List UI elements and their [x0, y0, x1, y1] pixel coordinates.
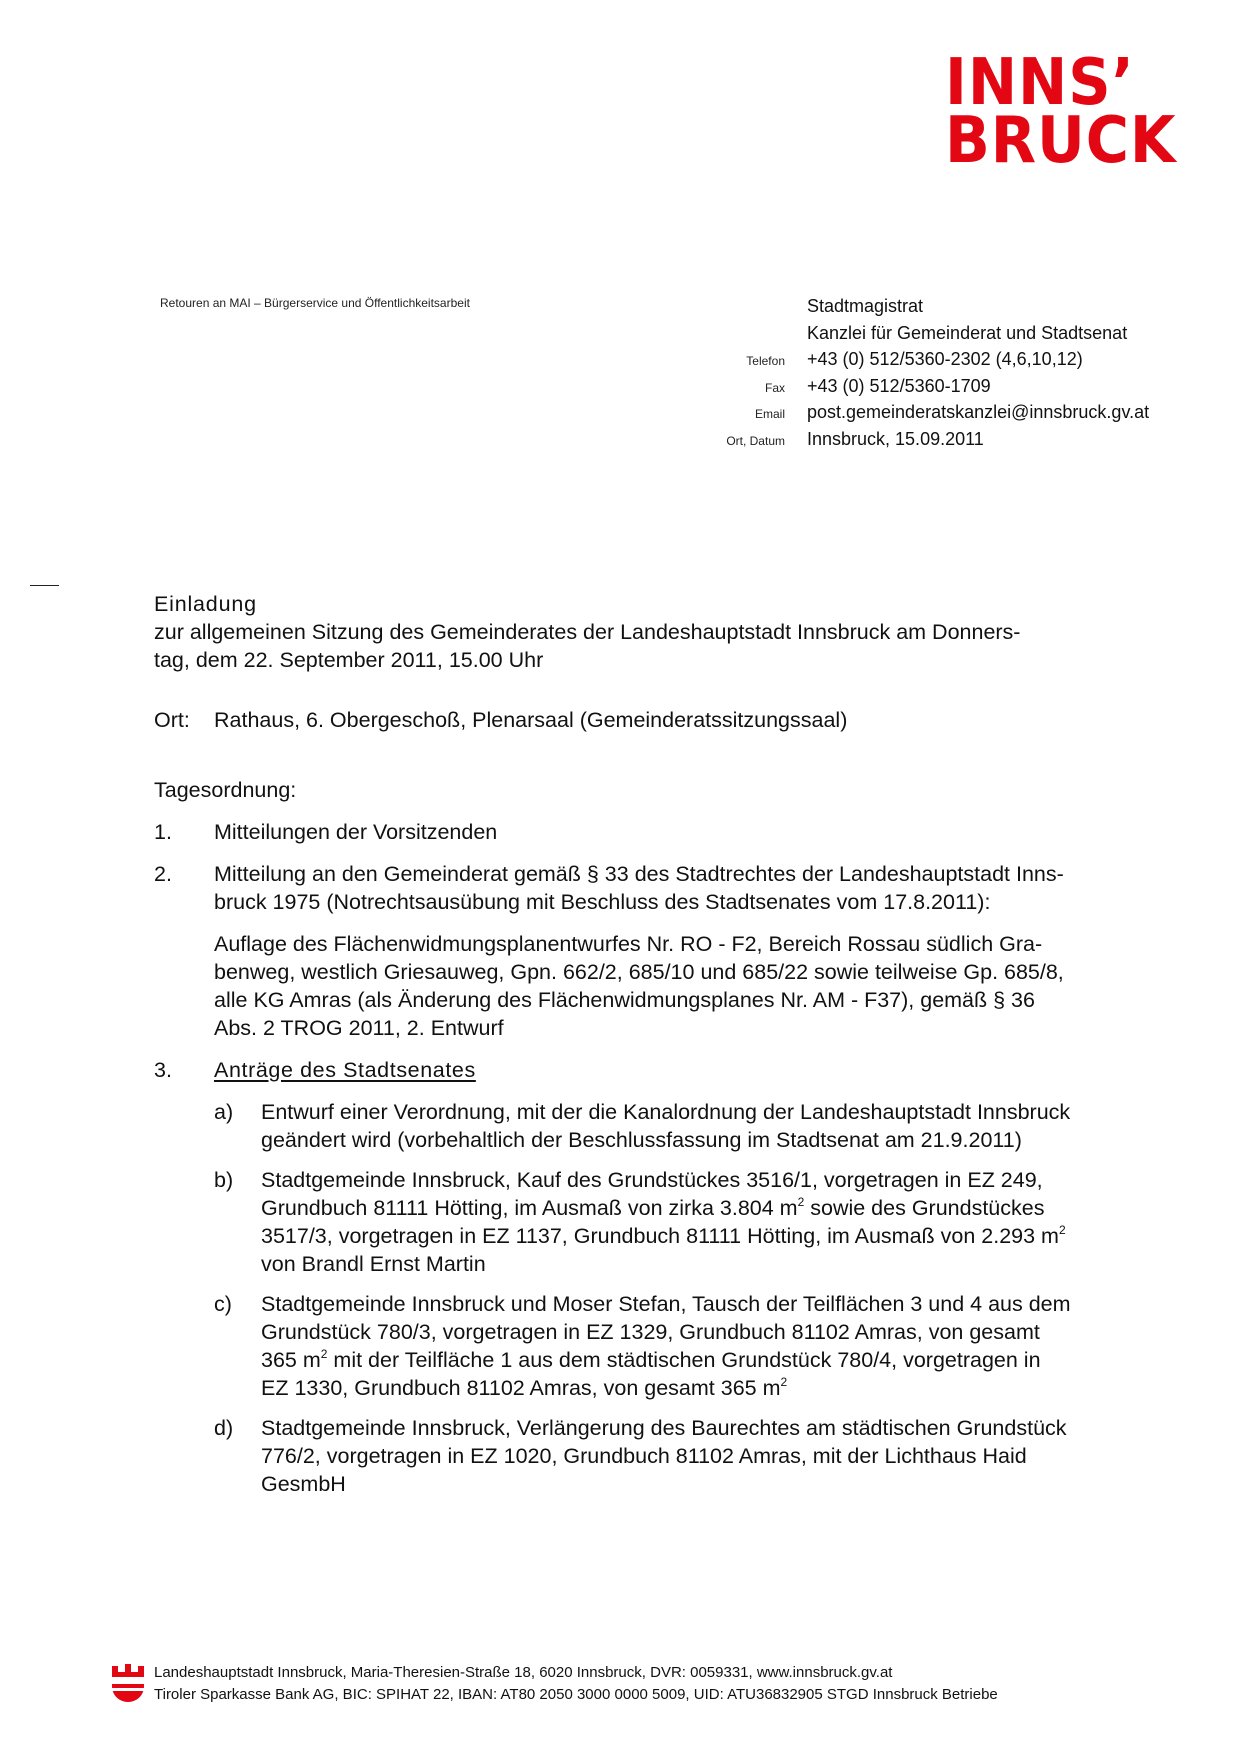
fold-mark [30, 585, 59, 586]
letter-body [154, 590, 1134, 1498]
place-date-value: Innsbruck, 15.09.2011 [807, 428, 984, 449]
agenda-item-number: 2. [154, 862, 172, 886]
email-label: Email [754, 407, 785, 421]
detail-line-3: alle KG Amras (als Änderung des Flächenwidmungsplanes Nr. AM - F37), gemäß § 36 [214, 988, 1035, 1012]
agenda-item-2-line-1: Mitteilung an den Gemeinderat gemäß § 33 des Stadtrechtes der Landeshauptstadt Inns- [214, 862, 1064, 886]
phone-label: Telefon [746, 354, 785, 368]
footer-line-1: Landeshauptstadt Innsbruck, Maria-Theresien-Straße 18, 6020 Innsbruck, DVR: 0059331, www.innsbruck.gv.at [154, 1664, 893, 1681]
invitation-heading: Einladung [154, 592, 257, 616]
sub-b-line-3: 3517/3, vorgetragen in EZ 1137, Grundbuch 81111 Hötting, im Ausmaß von 2.293 m [261, 1224, 1059, 1248]
email-value: post.gemeinderatskanzlei@innsbruck.gv.at [807, 402, 1150, 422]
innsbruck-logo [945, 46, 1190, 178]
phone-value: +43 (0) 512/5360-2302 (4,6,10,12) [807, 349, 1083, 369]
sub-c-line-4: EZ 1330, Grundbuch 81102 Amras, von gesamt 365 m [261, 1376, 781, 1400]
sub-a-line-2: geändert wird (vorbehaltlich der Beschlussfassung im Stadtsenat am 21.9.2011) [261, 1128, 1022, 1152]
sub-b-line-2b: sowie des Grundstückes [804, 1196, 1045, 1220]
agenda-title: Tagesordnung: [154, 778, 297, 802]
location-row [154, 706, 1134, 734]
agenda-item-2-detail [214, 930, 1134, 1042]
detail-line-4: Abs. 2 TROG 2011, 2. Entwurf [214, 1016, 504, 1040]
office: Kanzlei für Gemeinderat und Stadtsenat [807, 322, 1128, 343]
agenda-item-text: Mitteilungen der Vorsitzenden [214, 820, 498, 844]
invitation-line-2: tag, dem 22. September 2011, 15.00 Uhr [154, 648, 544, 672]
fax-label: Fax [764, 380, 785, 395]
sub-d-line-1: Stadtgemeinde Innsbruck, Verlängerung des Baurechtes am städtischen Grundstück [261, 1416, 1067, 1440]
agenda-item-2-line-2: bruck 1975 (Notrechtsausübung mit Beschluss des Stadtsenates vom 17.8.2011): [214, 890, 991, 914]
fax-value: +43 (0) 512/5360-1709 [807, 375, 991, 396]
invitation-block [154, 590, 1134, 674]
sub-item-b [214, 1166, 1134, 1278]
sub-c-line-3b: mit der Teilfläche 1 aus dem städtischen Grundstück 780/4, vorgetragen in [327, 1348, 1041, 1372]
contact-block [680, 296, 1149, 455]
agenda-item-1 [154, 818, 1134, 846]
sub-b-line-1: Stadtgemeinde Innsbruck, Kauf des Grundstückes 3516/1, vorgetragen in EZ 249, [261, 1168, 1043, 1192]
sub-item-letter: d) [214, 1416, 234, 1440]
location-label: Ort: [154, 708, 190, 732]
department: Stadtmagistrat [807, 296, 924, 316]
agenda-item-3 [154, 1056, 1134, 1498]
agenda-item-2 [154, 860, 1134, 1042]
agenda-item-number: 3. [154, 1058, 172, 1082]
location-value: Rathaus, 6. Obergeschoß, Plenarsaal (Gemeinderatssitzungssaal) [214, 708, 848, 732]
sub-d-line-2: 776/2, vorgetragen in EZ 1020, Grundbuch 81102 Amras, mit der Lichthaus Haid [261, 1444, 1027, 1468]
sub-item-a [214, 1098, 1134, 1154]
footer-line-2: Tiroler Sparkasse Bank AG, BIC: SPIHAT 22, IBAN: AT80 2050 3000 0000 5009, UID: ATU36832905 STGD Innsbruck Betriebe [154, 1686, 998, 1703]
agenda-item-number: 1. [154, 820, 172, 844]
sub-c-line-3a: 365 m [261, 1348, 321, 1372]
innsbruck-crest-icon [110, 1662, 146, 1704]
agenda-item-3-heading: Anträge des Stadtsenates [214, 1058, 476, 1082]
detail-line-2: benweg, westlich Griesauweg, Gpn. 662/2, 685/10 und 685/22 sowie teilweise Gp. 685/8, [214, 960, 1064, 984]
sub-a-line-1: Entwurf einer Verordnung, mit der die Kanalordnung der Landeshauptstadt Innsbruck [261, 1100, 1071, 1124]
place-date-label: Ort, Datum [726, 433, 785, 448]
sub-b-line-2a: Grundbuch 81111 Hötting, im Ausmaß von zirka 3.804 m [261, 1196, 798, 1220]
superscript: 2 [1058, 1223, 1066, 1237]
detail-line-1: Auflage des Flächenwidmungsplanentwurfes Nr. RO - F2, Bereich Rossau südlich Gra- [214, 932, 1043, 956]
footer [110, 1662, 998, 1706]
superscript: 2 [780, 1375, 788, 1389]
sub-c-line-1: Stadtgemeinde Innsbruck und Moser Stefan, Tausch der Teilflächen 3 und 4 aus dem [261, 1292, 1071, 1316]
logo-line-2: BRUCK [945, 104, 1177, 178]
sub-item-letter: b) [214, 1168, 234, 1192]
sub-b-line-4: von Brandl Ernst Martin [261, 1252, 486, 1276]
superscript: 2 [320, 1347, 328, 1361]
sub-d-line-3: GesmbH [261, 1472, 346, 1496]
sub-item-letter: c) [214, 1292, 232, 1316]
invitation-line-1: zur allgemeinen Sitzung des Gemeinderates der Landeshauptstadt Innsbruck am Donners- [154, 620, 1021, 644]
sub-item-c [214, 1290, 1134, 1402]
superscript: 2 [797, 1195, 805, 1209]
sub-item-letter: a) [214, 1100, 234, 1124]
sub-item-d [214, 1414, 1134, 1498]
return-address: Retouren an MAI – Bürgerservice und Öffentlichkeitsarbeit [160, 296, 470, 310]
logo-line-1: INNS’ [945, 46, 1135, 120]
sub-c-line-2: Grundstück 780/3, vorgetragen in EZ 1329, Grundbuch 81102 Amras, von gesamt [261, 1320, 1040, 1344]
